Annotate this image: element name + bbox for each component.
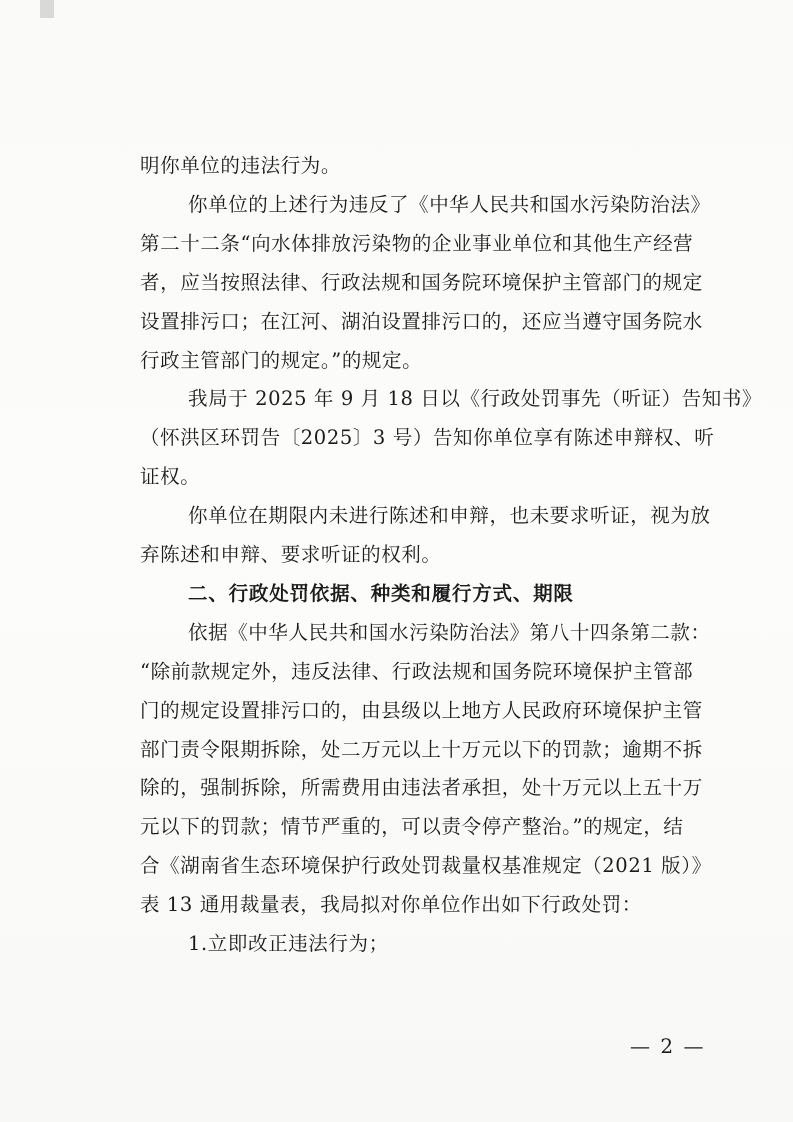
text-line: 设置排污口；在江河、湖泊设置排污口的，还应当遵守国务院水	[140, 310, 703, 333]
text-line: 者，应当按照法律、行政法规和国务院环境保护主管部门的规定	[140, 271, 703, 294]
text-line: 除的，强制拆除，所需费用由违法者承担，处十万元以上五十万	[140, 776, 703, 799]
text-line: 依据《中华人民共和国水污染防治法》第八十四条第二款：	[188, 621, 711, 644]
text-line: “除前款规定外，违反法律、行政法规和国务院环境保护主管部	[140, 660, 694, 683]
text-line: 合《湖南省生态环境保护行政处罚裁量权基准规定（2021 版）》	[140, 854, 712, 877]
text-line: （怀洪区环罚告〔2025〕3 号）告知你单位享有陈述申辩权、听	[140, 426, 715, 449]
text-line: 元以下的罚款；情节严重的，可以责令停产整治。”的规定，结	[140, 815, 684, 838]
text-line: 证权。	[140, 465, 201, 488]
text-line: 行政主管部门的规定。”的规定。	[140, 349, 423, 372]
text-line: 表 13 通用裁量表，我局拟对你单位作出如下行政处罚：	[140, 893, 642, 916]
text-line: 明你单位的违法行为。	[140, 154, 342, 177]
page-number: — 2 —	[630, 1034, 706, 1058]
text-line: 门的规定设置排污口的，由县级以上地方人民政府环境保护主管	[140, 699, 703, 722]
text-line: 1.立即改正违法行为；	[188, 932, 389, 955]
text-line: 部门责令限期拆除，处二万元以上十万元以下的罚款；逾期不拆	[140, 738, 703, 761]
text-line: 你单位的上述行为违反了《中华人民共和国水污染防治法》	[188, 193, 711, 216]
text-line: 我局于 2025 年 9 月 18 日以《行政处罚事先（听证）告知书》	[188, 387, 763, 410]
section-heading: 二、行政处罚依据、种类和履行方式、期限	[188, 582, 574, 605]
text-line: 弃陈述和申辩、要求听证的权利。	[140, 543, 442, 566]
scan-corner-mark	[40, 0, 54, 18]
text-line: 第二十二条“向水体排放污染物的企业事业单位和其他生产经营	[140, 232, 694, 255]
text-line: 你单位在期限内未进行陈述和申辩，也未要求听证，视为放	[188, 504, 711, 527]
